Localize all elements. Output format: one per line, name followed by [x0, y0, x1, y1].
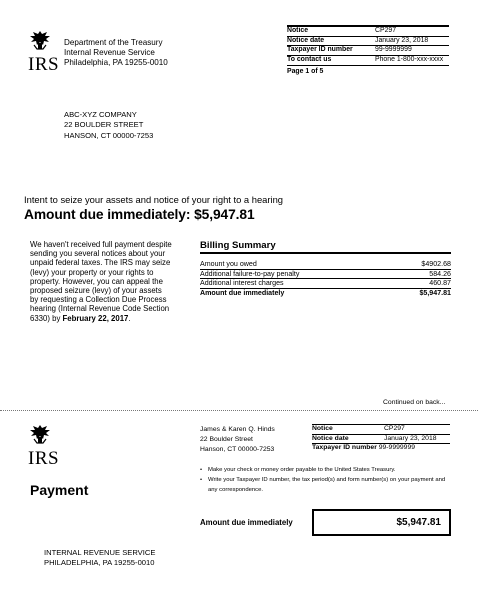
billing-row [200, 279, 451, 289]
paragraph-end: . [128, 313, 131, 323]
amount-due-title: Amount due immediately: $5,947.81 [24, 207, 255, 222]
notice-key: To contact us [287, 56, 332, 64]
notice-value: CP297 [375, 27, 397, 34]
notice-value: 99-9999999 [375, 46, 412, 54]
irs-mailing-address [44, 548, 155, 568]
deadline-date: February 22, 2017 [62, 313, 129, 323]
taxpayer-id [312, 444, 415, 451]
billing-summary [200, 240, 451, 298]
instruction-item [200, 465, 454, 475]
notice-value: Phone 1-800-xxx-xxxx [375, 56, 444, 64]
billing-label: Additional failure-to-pay penalty [200, 269, 300, 278]
agency-line: Department of the Treasury [64, 38, 163, 47]
agency-address [64, 38, 168, 68]
billing-title: Billing Summary [200, 240, 451, 254]
payment-title: Payment [30, 482, 89, 498]
notice-key: Notice [312, 425, 333, 432]
payment-instructions [200, 465, 454, 496]
notice-value: January 23, 2018 [384, 434, 437, 442]
irs-address-line: PHILADELPHIA, PA 19255-0010 [44, 557, 155, 567]
notice-row [312, 435, 450, 445]
recipient-line: ABC-XYZ COMPANY [64, 110, 137, 119]
irs-logo-text: IRS [28, 54, 60, 75]
irs-logo [28, 30, 59, 73]
billing-value: $5,947.81 [419, 289, 451, 298]
notice-row [287, 56, 449, 66]
recipient-line: HANSON, CT 00000-7253 [64, 130, 154, 140]
page-number: Page 1 of 5 [287, 67, 324, 75]
billing-value: $4902.68 [421, 260, 451, 268]
irs-logo-text: IRS [28, 448, 60, 469]
recipient-line: 22 BOULDER STREET [64, 120, 144, 130]
bullet-icon: • [200, 477, 203, 484]
notice-row [287, 46, 449, 56]
payer-line: James & Karen Q. Hinds [200, 426, 275, 433]
billing-label: Amount due immediately [200, 289, 285, 298]
notice-key: Taxpayer ID number [287, 46, 353, 54]
payer-line: 22 Boulder Street [200, 436, 253, 443]
continued-note: Continued on back... [383, 399, 446, 406]
agency-line: Internal Revenue Service [64, 48, 155, 57]
bullet-icon: • [200, 467, 203, 473]
notice-paragraph [30, 240, 172, 323]
amount-due-box [312, 509, 451, 536]
instruction-item [200, 475, 454, 495]
eagle-icon [28, 424, 52, 444]
notice-value: CP297 [384, 425, 405, 432]
billing-total-row [200, 289, 451, 298]
billing-value: 584.26 [429, 269, 451, 278]
notice-row [287, 25, 449, 37]
notice-key: Notice date [312, 434, 349, 442]
paragraph-text: We haven't received full payment despite sending you several notices about your unpaid federal taxes. The IRS may seize (levy) your property or your rights to property. However, you can appeal the proposed seizure (levy) of your assets by requesting a Collection Due Process hearing (Internal Revenue Code Section 6330) by [30, 240, 172, 323]
notice-key: Notice date [287, 36, 325, 44]
amount-due-value: $5,947.81 [396, 517, 441, 528]
payment-notice-box [312, 424, 450, 444]
notice-row [312, 424, 450, 435]
notice-key: Notice [287, 27, 309, 34]
instruction-text: Write your Taxpayer ID number, the tax period(s) and form number(s) on your payment and any correspondence. [208, 477, 446, 494]
billing-value: 460.87 [429, 279, 451, 288]
irs-address-line: INTERNAL REVENUE SERVICE [44, 548, 156, 557]
notice-box [287, 25, 449, 75]
tear-line [0, 410, 478, 411]
agency-line: Philadelphia, PA 19255-0010 [64, 58, 168, 67]
billing-label: Additional interest charges [200, 279, 284, 288]
amount-due-label: Amount due immediately [200, 518, 293, 527]
irs-logo-payment [28, 424, 59, 467]
billing-label: Amount you owed [200, 260, 257, 268]
taxid-value: 99-9999999 [378, 444, 416, 451]
intro-text: Intent to seize your assets and notice of your right to a hearing [24, 194, 284, 205]
billing-row [200, 270, 451, 280]
payer-address [200, 425, 275, 455]
notice-value: January 23, 2018 [375, 36, 429, 44]
payer-line: Hanson, CT 00000-7253 [200, 446, 275, 453]
notice-row [287, 37, 449, 47]
recipient-address [64, 110, 153, 141]
billing-row [200, 260, 451, 270]
instruction-text: Make your check or money order payable to the United States Treasury. [208, 467, 396, 473]
eagle-icon [28, 30, 52, 50]
taxid-label: Taxpayer ID number [312, 444, 377, 451]
